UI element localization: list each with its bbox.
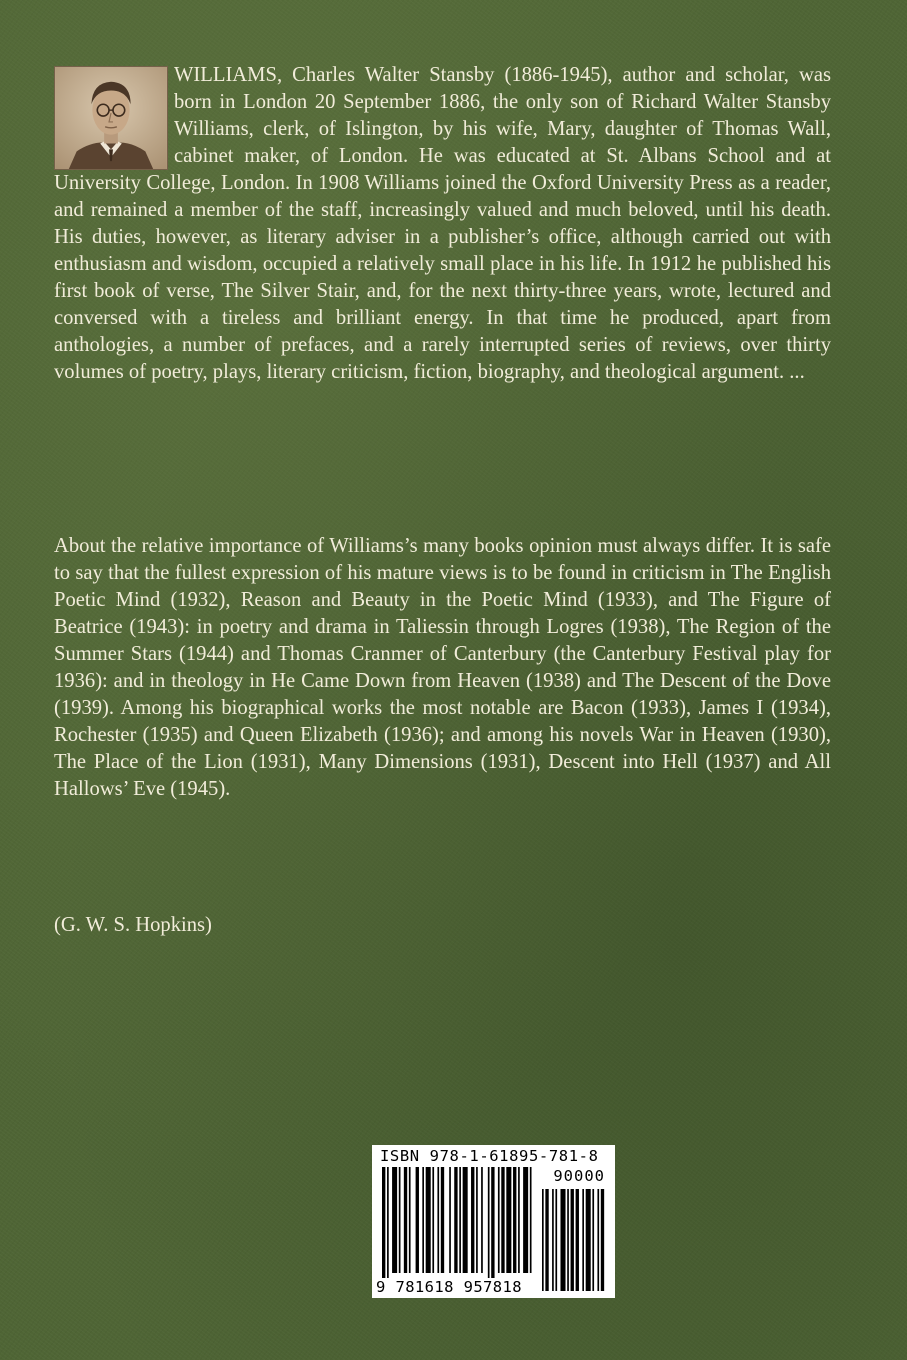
barcode-bar bbox=[392, 1167, 397, 1273]
barcode-bar bbox=[498, 1167, 500, 1273]
barcode-bar bbox=[426, 1167, 431, 1273]
barcode-bar bbox=[454, 1167, 457, 1273]
barcode-addon-bar bbox=[582, 1189, 584, 1291]
author-portrait bbox=[54, 66, 168, 170]
barcode-bar bbox=[530, 1167, 532, 1273]
barcode-bar bbox=[432, 1167, 434, 1273]
barcode-addon-bar bbox=[542, 1189, 544, 1291]
isbn-barcode bbox=[372, 1145, 615, 1298]
barcode-addon-bar bbox=[555, 1189, 557, 1291]
ean-digits: 9 781618 957818 bbox=[376, 1278, 522, 1296]
barcode-addon-bar bbox=[576, 1189, 579, 1291]
bio-paragraph-2: About the relative importance of Williams’s many books opinion must always differ. It is safe to say that the fullest expression of his mature views is to be found in criticism in The English Poetic Mind (1932), Reason and Beauty in the Poetic Mind (1933), and The Figure of Beatrice (1943): in poetry and drama in Taliessin through Logres (1938), The Region of the Summer Stars (1944) and Thomas Cranmer of Canterbury (the Canterbury Festival play for 1936): and in theology in He Came Down from Heaven (1938) and The Descent of the Dove (1939). Among his biographical works the most notable are Bacon (1933), James I (1934), Rochester (1935) and Queen Elizabeth (1936); and among his novels War in Heaven (1930), The Place of the Lion (1931), Many Dimensions (1931), Descent into Hell (1937) and All Hallows’ Eve (1945). bbox=[54, 535, 831, 800]
barcode-bar bbox=[422, 1167, 424, 1273]
barcode-bar bbox=[387, 1167, 389, 1281]
barcode-addon-bar bbox=[545, 1189, 548, 1291]
barcode-bar bbox=[404, 1167, 407, 1273]
barcode-bar bbox=[481, 1167, 483, 1273]
barcode-bar bbox=[382, 1167, 385, 1281]
bio-section bbox=[54, 62, 831, 386]
barcode-addon-bar bbox=[601, 1189, 604, 1291]
barcode-addon-bar bbox=[586, 1189, 591, 1291]
barcode-bar bbox=[409, 1167, 411, 1273]
barcode-bar bbox=[437, 1167, 439, 1273]
barcode-bar bbox=[416, 1167, 419, 1273]
barcode-bar bbox=[513, 1167, 516, 1273]
barcode-bar bbox=[471, 1167, 474, 1273]
barcode-bar bbox=[449, 1167, 451, 1273]
barcode-bar bbox=[441, 1167, 444, 1273]
barcode-addon-label: 90000 bbox=[553, 1167, 605, 1185]
barcode-addon-bar bbox=[567, 1189, 569, 1291]
barcode-addon-bar bbox=[592, 1189, 594, 1291]
barcode-addon-bar bbox=[560, 1189, 565, 1291]
author-portrait-image bbox=[55, 67, 167, 169]
barcode-bar bbox=[463, 1167, 468, 1273]
barcode-bar bbox=[491, 1167, 494, 1281]
barcode-bar bbox=[523, 1167, 528, 1273]
bio-paragraph-1: WILLIAMS, Charles Walter Stansby (1886-1945), author and scholar, was born in London 20 September 1886, the only son of Richard Walter Stansby Williams, clerk, of Islington, by his wife, Mary, daughter of Thomas Wall, cabinet maker, of London. He was educated at St. Albans School and at University College, London. In 1908 Williams joined the Oxford University Press as a reader, and remained a member of the staff, increasingly valued and much beloved, until his death. His duties, however, as literary adviser in a publisher’s office, although carried out with enthusiasm and wisdom, occupied a relatively small place in his life. In 1912 he published his first book of verse, The Silver Stair, and, for the next thirty-three years, wrote, lectured and conversed with a tireless and brilliant energy. In that time he produced, apart from anthologies, a number of prefaces, and a rarely interrupted series of reviews, over thirty volumes of poetry, plays, literary criticism, fiction, biography, and theological argument. ... bbox=[54, 64, 831, 383]
author-credit: (G. W. S. Hopkins) bbox=[54, 914, 212, 936]
isbn-label: ISBN 978-1-61895-781-8 bbox=[380, 1147, 599, 1165]
barcode-bar bbox=[399, 1167, 401, 1273]
barcode-bar bbox=[488, 1167, 490, 1281]
barcode-bar bbox=[506, 1167, 511, 1273]
barcode-addon-bar bbox=[597, 1189, 599, 1291]
barcode-bar bbox=[476, 1167, 478, 1273]
barcode-bar bbox=[501, 1167, 504, 1273]
barcode-addon-bar bbox=[552, 1189, 554, 1291]
barcode-bar bbox=[518, 1167, 520, 1273]
barcode-addon-bar bbox=[571, 1189, 574, 1291]
barcode-bar bbox=[459, 1167, 461, 1273]
